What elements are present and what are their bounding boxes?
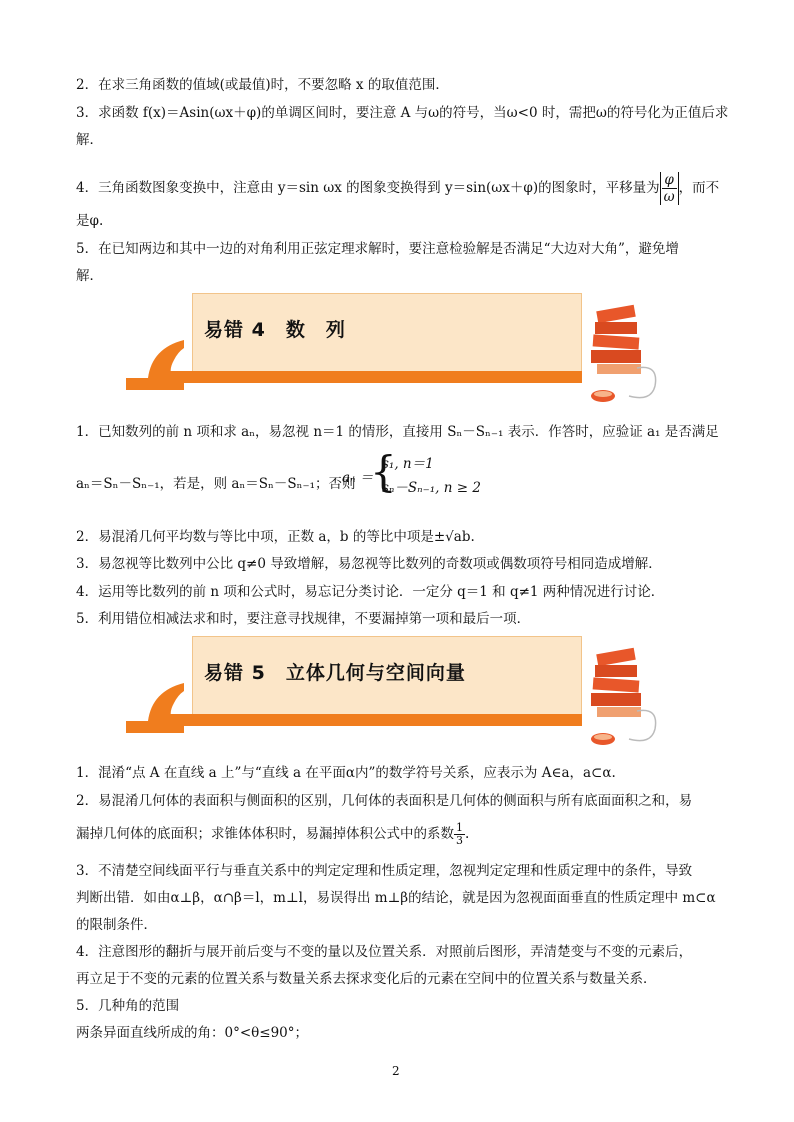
- text-span: 4．三角函数图象变换中，注意由 y＝sin ωx 的图象变换得到 y＝sin(ωx＋φ)的图象时，平移量为: [76, 180, 660, 196]
- text-line: 1．已知数列的前 n 项和求 aₙ，易忽视 n＝1 的情形，直接用 Sₙ－Sₙ₋₁ 表示．作答时，应验证 a₁ 是否满足: [76, 424, 719, 440]
- text-line: 2．易混淆几何平均数与等比中项，正数 a，b 的等比中项是±√ab.: [76, 529, 475, 545]
- piece-case-2: sₙ－Sₙ₋₁, n ≥ 2: [382, 480, 481, 496]
- section-banner-5: [122, 636, 722, 746]
- frac-num: 1: [456, 821, 463, 834]
- text-line: 是φ.: [76, 213, 104, 229]
- text-line: 5．几种角的范围: [76, 998, 180, 1014]
- books-mouse-icon: [577, 298, 662, 408]
- text-line: 4．注意图形的翻折与展开前后变与不变的量以及位置关系．对照前后图形，弄清楚变与不变的元素后，: [76, 944, 693, 960]
- frac-den: ω: [663, 189, 675, 205]
- books-mouse-icon: [577, 641, 662, 751]
- text-line: 3．易忽视等比数列中公比 q≠0 导致增解，易忽视等比数列的奇数项或偶数项符号相同造成增解．: [76, 556, 662, 572]
- piece-lhs: aₙ ＝: [342, 470, 374, 486]
- section-title: 易错 4 数 列: [204, 319, 346, 341]
- frac-num: φ: [662, 172, 677, 189]
- text-line: 3．不清楚空间线面平行与垂直关系中的判定定理和性质定理，忽视判定定理和性质定理中的条件，导致: [76, 863, 693, 879]
- section-banner-4: [122, 293, 722, 403]
- text-line: 的限制条件．: [76, 917, 157, 933]
- text-line: aₙ＝Sₙ－Sₙ₋₁，若是，则 aₙ＝Sₙ－Sₙ₋₁；否则: [76, 476, 356, 492]
- text-span: 漏掉几何体的底面积；求锥体体积时，易漏掉体积公式中的系数: [76, 826, 454, 842]
- text-line: 4．运用等比数列的前 n 项和公式时，易忘记分类讨论．一定分 q＝1 和 q≠1 两种情况进行讨论．: [76, 584, 665, 600]
- text-line: 判断出错．如由α⊥β，α∩β＝l，m⊥l，易误得出 m⊥β的结论，就是因为忽视面面垂直的性质定理中 m⊂α: [76, 890, 716, 906]
- piecewise-formula: [342, 447, 502, 498]
- text-span: ，而不: [678, 180, 720, 196]
- arrow-bar: [150, 371, 582, 383]
- arrow-head-icon: [122, 338, 192, 398]
- text-line: 两条异面直线所成的角：0°<θ≤90°；: [76, 1025, 309, 1041]
- page-number: 2: [392, 1064, 400, 1078]
- arrow-head-icon: [122, 681, 192, 741]
- arrow-bar: [150, 714, 582, 726]
- piece-case-1: s₁, n＝1: [382, 456, 434, 472]
- text-line: [76, 172, 726, 205]
- text-line: 3．求函数 f(x)＝Asin(ωx＋φ)的单调区间时，要注意 A 与ω的符号，当ω<0 时，需把ω的符号化为正值后求: [76, 105, 729, 121]
- text-line: 再立足于不变的元素的位置关系与数量关系去探求变化后的元素在空间中的位置关系与数量关系．: [76, 971, 657, 987]
- fraction: [454, 822, 465, 847]
- frac-den: 3: [456, 834, 463, 847]
- abs-fraction: [660, 172, 679, 205]
- brace-icon: {: [370, 447, 397, 496]
- text-line: 5．利用错位相减法求和时，要注意寻找规律，不要漏掉第一项和最后一项．: [76, 611, 531, 627]
- text-line: 解．: [76, 268, 103, 284]
- text-line: [76, 822, 726, 847]
- section-title: 易错 5 立体几何与空间向量: [204, 662, 466, 684]
- text-line: 1．混淆“点 A 在直线 a 上”与“直线 a 在平面α内”的数学符号关系，应表示为 A∈a，a⊂α.: [76, 765, 616, 781]
- text-line: 2．在求三角函数的值域(或最值)时，不要忽略 x 的取值范围．: [76, 77, 449, 93]
- text-line: 解．: [76, 132, 103, 148]
- text-line: 2．易混淆几何体的表面积与侧面积的区别，几何体的表面积是几何体的侧面积与所有底面面积之和，易: [76, 793, 693, 809]
- text-span: .: [465, 826, 470, 842]
- text-line: 5．在已知两边和其中一边的对角利用正弦定理求解时，要注意检验解是否满足“大边对大角”，避免增: [76, 241, 679, 257]
